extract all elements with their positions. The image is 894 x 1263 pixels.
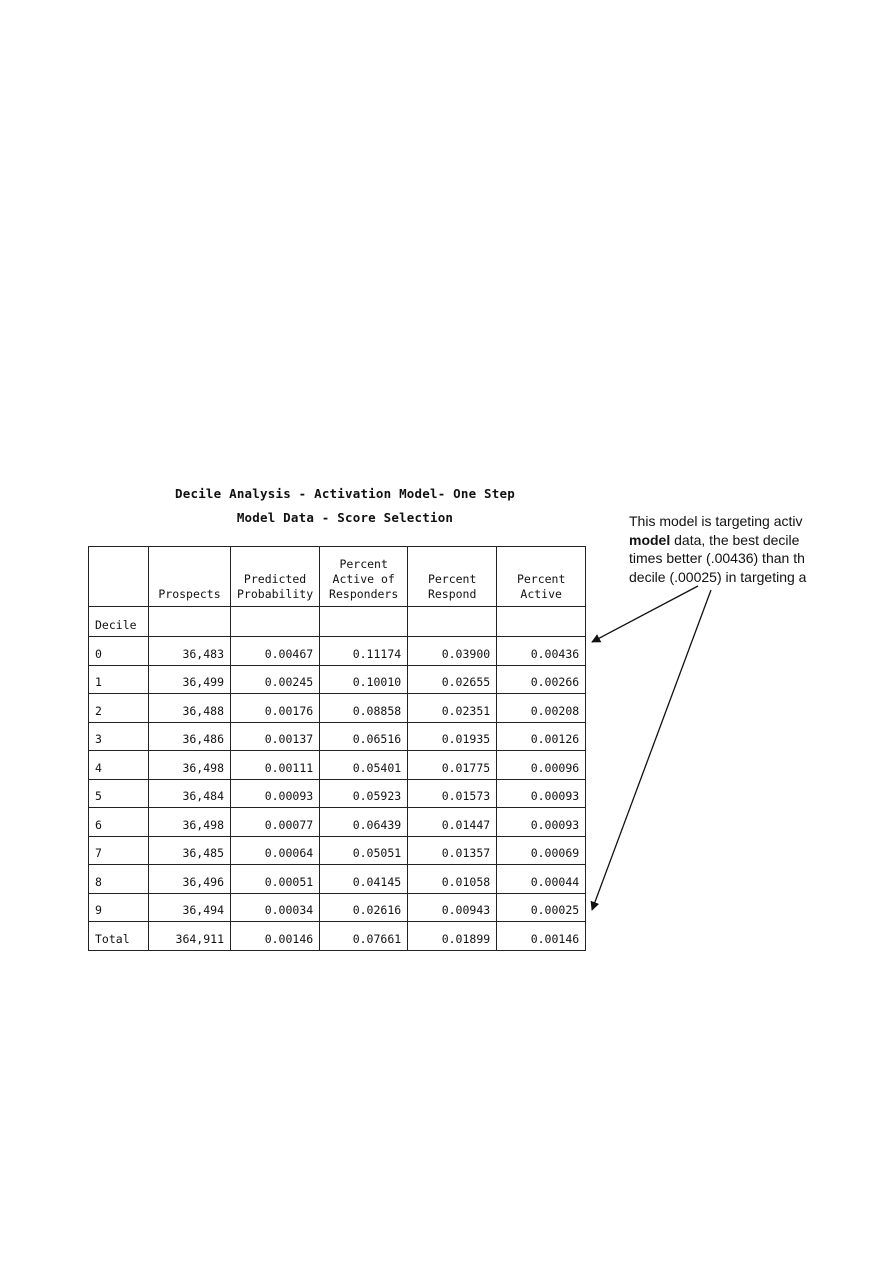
table-cell: 0.00025 bbox=[497, 893, 586, 922]
table-cell: 0.07661 bbox=[320, 922, 408, 951]
table-cell: 0.00943 bbox=[408, 893, 497, 922]
table-cell: 36,486 bbox=[149, 722, 231, 751]
table-cell: 0.04145 bbox=[320, 865, 408, 894]
table-cell: 0.02351 bbox=[408, 694, 497, 723]
table-cell: 0.00436 bbox=[497, 637, 586, 666]
row-label: 2 bbox=[89, 694, 149, 723]
row-label: 0 bbox=[89, 637, 149, 666]
table-cell: 0.00146 bbox=[231, 922, 320, 951]
table-cell: 0.00111 bbox=[231, 751, 320, 780]
header-percent-respond: Percent Respond bbox=[408, 547, 497, 607]
header-percent-active: Percent Active bbox=[497, 547, 586, 607]
table-cell: 0.00137 bbox=[231, 722, 320, 751]
table-cell: 0.06516 bbox=[320, 722, 408, 751]
table-cell: 0.01899 bbox=[408, 922, 497, 951]
table-cell: 36,494 bbox=[149, 893, 231, 922]
table-cell: 0.00064 bbox=[231, 836, 320, 865]
row-label: 1 bbox=[89, 665, 149, 694]
table-cell: 36,484 bbox=[149, 779, 231, 808]
arrow-to-decile-0 bbox=[592, 586, 698, 642]
table-cell: 0.00096 bbox=[497, 751, 586, 780]
header-percent-active-of-responders: Percent Active of Responders bbox=[320, 547, 408, 607]
annotation-line-rest: data, the best decile bbox=[670, 531, 800, 548]
annotation-line: times better (.00436) than th bbox=[629, 550, 805, 566]
row-label: 8 bbox=[89, 865, 149, 894]
table-cell: 0.02655 bbox=[408, 665, 497, 694]
table-title: Decile Analysis - Activation Model- One Step bbox=[175, 486, 515, 501]
row-label: 9 bbox=[89, 893, 149, 922]
table-cell: 0.00077 bbox=[231, 808, 320, 837]
annotation-line: decile (.00025) in targeting a bbox=[629, 568, 807, 585]
table-cell: 0.00044 bbox=[497, 865, 586, 894]
table-cell: 0.05401 bbox=[320, 751, 408, 780]
table-cell: 0.00266 bbox=[497, 665, 586, 694]
annotation-line: This model is targeting activ bbox=[629, 513, 803, 529]
table-cell: 0.00069 bbox=[497, 836, 586, 865]
table-cell: 0.11174 bbox=[320, 637, 408, 666]
row-label: 6 bbox=[89, 808, 149, 837]
table-cell: 0.01775 bbox=[408, 751, 497, 780]
table-cell: 0.01058 bbox=[408, 865, 497, 894]
table-cell: 36,498 bbox=[149, 751, 231, 780]
table-cell: 364,911 bbox=[149, 922, 231, 951]
annotation-bold: model bbox=[629, 531, 671, 548]
row-label: 4 bbox=[89, 751, 149, 780]
row-label: 5 bbox=[89, 779, 149, 808]
table-cell: 0.08858 bbox=[320, 694, 408, 723]
table-cell: 0.05051 bbox=[320, 836, 408, 865]
table-cell: 0.00208 bbox=[497, 694, 586, 723]
arrow-to-decile-9 bbox=[592, 590, 711, 910]
table-cell: 36,483 bbox=[149, 637, 231, 666]
table-subtitle: Model Data - Score Selection bbox=[236, 510, 454, 525]
table-cell: 0.00034 bbox=[231, 893, 320, 922]
row-label: Total bbox=[89, 922, 149, 951]
table-cell: 0.00093 bbox=[231, 779, 320, 808]
table-cell: 0.01447 bbox=[408, 808, 497, 837]
table-cell: 0.00093 bbox=[497, 808, 586, 837]
decile-label: Decile bbox=[89, 607, 149, 637]
table-cell: 0.01935 bbox=[408, 722, 497, 751]
header-predicted-probability: Predicted Probability bbox=[231, 547, 320, 607]
table-cell: 0.03900 bbox=[408, 637, 497, 666]
table-cell: 0.05923 bbox=[320, 779, 408, 808]
table-cell: 0.10010 bbox=[320, 665, 408, 694]
header-prospects: Prospects bbox=[149, 547, 231, 607]
table-cell: 0.06439 bbox=[320, 808, 408, 837]
table-cell: 36,498 bbox=[149, 808, 231, 837]
table-cell: 0.00245 bbox=[231, 665, 320, 694]
table-cell: 0.00176 bbox=[231, 694, 320, 723]
table-cell: 36,499 bbox=[149, 665, 231, 694]
table-cell: 36,488 bbox=[149, 694, 231, 723]
table-cell: 0.01357 bbox=[408, 836, 497, 865]
table-cell: 0.00126 bbox=[497, 722, 586, 751]
table-cell: 36,485 bbox=[149, 836, 231, 865]
row-label: 7 bbox=[89, 836, 149, 865]
table-cell: 36,496 bbox=[149, 865, 231, 894]
table-cell: 0.00051 bbox=[231, 865, 320, 894]
table-cell: 0.00146 bbox=[497, 922, 586, 951]
row-label: 3 bbox=[89, 722, 149, 751]
table-cell: 0.02616 bbox=[320, 893, 408, 922]
table-cell: 0.00467 bbox=[231, 637, 320, 666]
table-cell: 0.01573 bbox=[408, 779, 497, 808]
table-cell: 0.00093 bbox=[497, 779, 586, 808]
